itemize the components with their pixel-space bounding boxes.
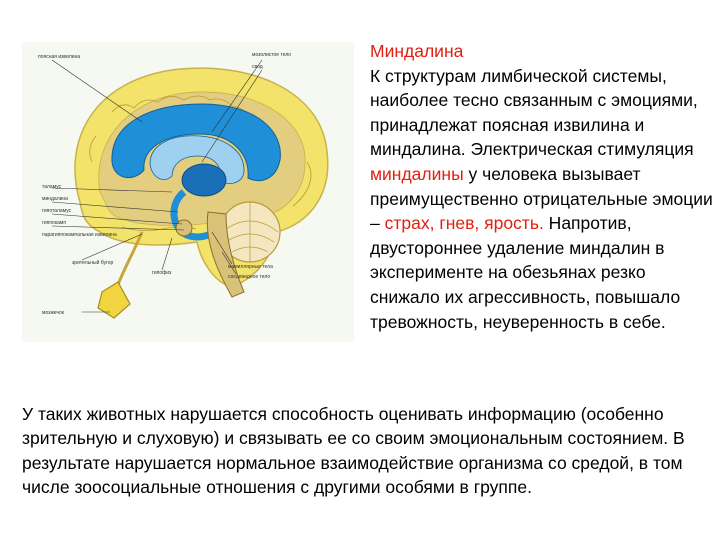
pituitary-gland [98,282,130,318]
highlight-amygdala: миндалины [370,163,464,184]
label-corpus-callosum: мозолистое тело [252,52,292,58]
paragraph-2: У таких животных нарушается способность оценивать информацию (особенно зрительную и слуховую) и связывать ее со своим эмоциональным состоянием. В результате нарушается нормальное взаимодействие организма со средой, в том числе зоосоциальные отношения с другими особями в группе. [22,404,685,498]
label-hippocampus: гиппокамп [42,220,67,226]
label-mammillary: мамиллярные тела [228,264,273,270]
heading: Миндалина [370,41,464,61]
label-pituitary: гипофиз [152,270,172,276]
paragraph-1-part-a: К структурам лимбической системы, наиболее тесно связанным с эмоциями, принадлежат поясная извилина и миндалина. Электрическая стимуляция [370,65,698,160]
label-thalamus: таламус [42,184,62,190]
brain-sagittal-diagram [22,42,354,342]
label-optic: зрительный бугор [72,260,114,266]
label-mastoid: сосцевидное тело [228,274,271,280]
paragraph-1-part-b: у человека вызывает преимущественно отрицательные эмоции – [370,163,713,234]
description-block [370,39,715,334]
label-cingulate: поясная извилина [38,54,81,60]
label-cerebellum: мозжечок [42,310,64,316]
label-parahippocampal: парагиппокампальная извилина [42,232,117,238]
paragraph-1 [370,64,715,335]
highlight-emotions: страх, гнев, ярость. [384,213,544,234]
label-hypothalamus: гипоталамус [42,208,72,214]
label-fornix: свод [252,64,263,70]
paragraph-1-part-c: Напротив, двустороннее удаление миндалин в эксперименте на обезьянах резко снижало их агрессивность, повышало тревожность, неуверенность в себе. [370,213,681,332]
thalamus [182,164,226,196]
label-amygdala: миндалина [42,196,68,202]
brain-illustration [22,42,354,342]
amygdala [176,220,192,236]
